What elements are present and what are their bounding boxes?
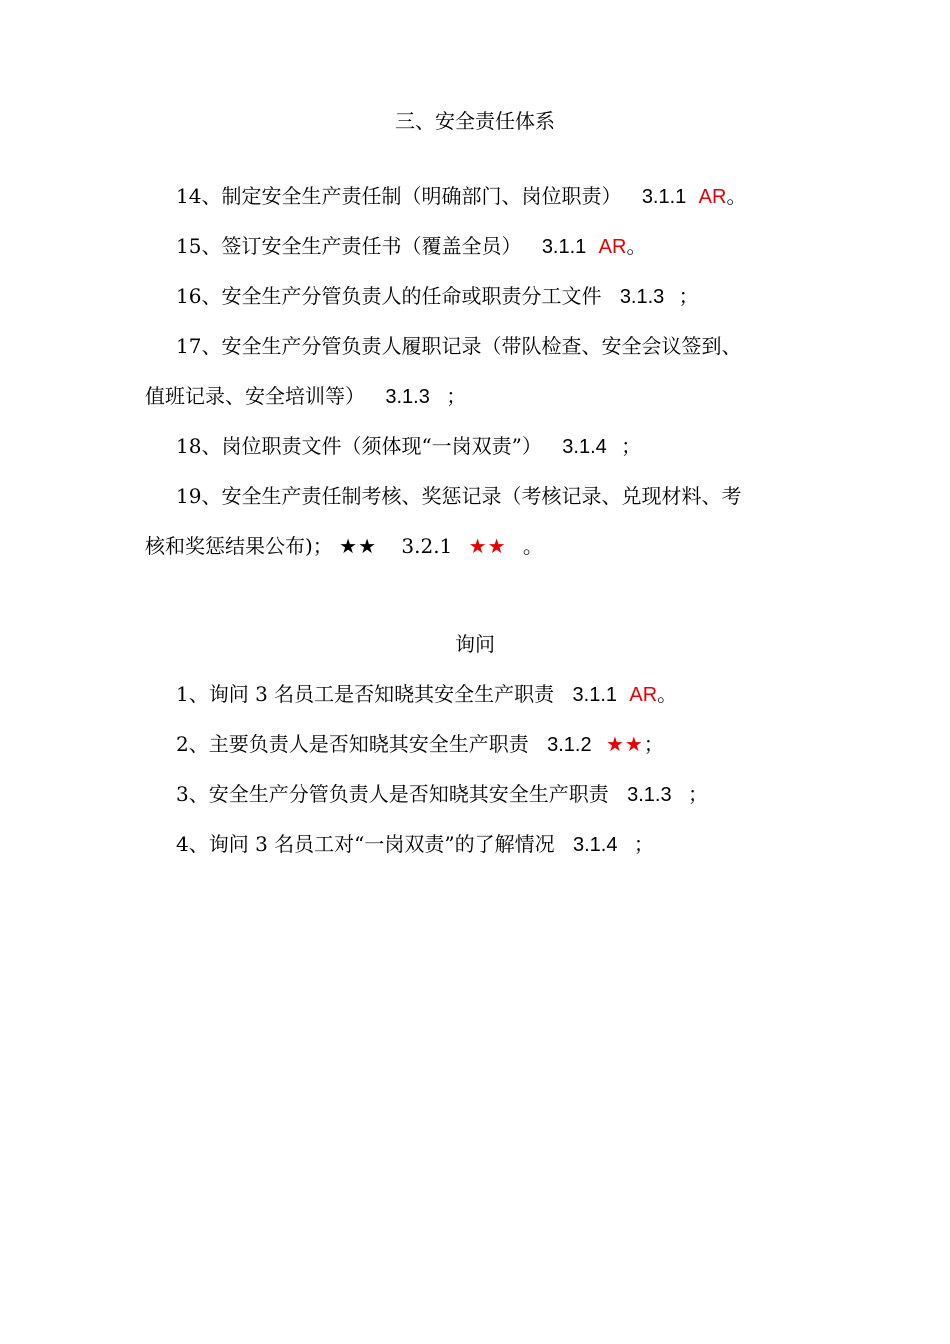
list-item-line1: 17、安全生产分管负责人履职记录（带队检查、安全会议签到、: [176, 334, 742, 358]
item-end: 。: [657, 682, 678, 706]
item-text: 18、岗位职责文件（须体现“一岗双责”）: [176, 434, 542, 458]
star-rating-red: ★★: [605, 732, 644, 756]
clause-ref: 3.1.3: [619, 286, 665, 308]
star-rating-red: ★★: [468, 534, 507, 558]
clause-ref: 3.2.1: [401, 534, 453, 558]
list-item: [176, 181, 746, 212]
item-end: 。: [626, 234, 647, 258]
item-end: ；: [621, 434, 642, 458]
clause-ref: 3.1.1: [541, 236, 587, 258]
list-item: [176, 281, 699, 312]
item-end: ；: [643, 732, 664, 756]
ar-mark: AR: [598, 236, 627, 258]
list-item-line2: [145, 381, 466, 412]
inquiry-title: 询问: [455, 632, 495, 656]
ar-mark: AR: [629, 684, 658, 706]
item-text: 14、制定安全生产责任制（明确部门、岗位职责）: [176, 184, 622, 208]
section-title: 三、安全责任体系: [395, 109, 555, 133]
item-text: 2、主要负责人是否知晓其安全生产职责: [176, 732, 529, 756]
item-text: 4、询问 3 名员工对“一岗双责”的了解情况: [176, 832, 555, 856]
item-text: 核和奖惩结果公布)；: [145, 534, 333, 558]
item-end: ；: [446, 384, 467, 408]
inquiry-item: [176, 729, 664, 760]
star-rating-black: ★★: [339, 534, 378, 558]
item-text: 值班记录、安全培训等）: [145, 384, 365, 408]
clause-ref: 3.1.1: [641, 186, 687, 208]
item-end: ；: [678, 284, 699, 308]
clause-ref: 3.1.3: [385, 386, 430, 408]
item-end: ；: [687, 782, 708, 806]
item-text: 3、安全生产分管负责人是否知晓其安全生产职责: [176, 782, 609, 806]
clause-ref: 3.1.4: [572, 834, 618, 856]
item-text: 1、询问 3 名员工是否知晓其安全生产职责: [176, 682, 555, 706]
list-item: [176, 231, 646, 262]
clause-ref: 3.1.2: [547, 734, 592, 756]
item-end: 。: [522, 534, 543, 558]
list-item: [176, 431, 641, 462]
inquiry-item: [176, 829, 654, 860]
clause-ref: 3.1.3: [627, 784, 672, 806]
inquiry-item: [176, 679, 677, 710]
clause-ref: 3.1.4: [562, 436, 607, 458]
ar-mark: AR: [698, 186, 727, 208]
list-item-line1: 19、安全生产责任制考核、奖惩记录（考核记录、兑现材料、考: [176, 484, 742, 508]
inquiry-item: [176, 779, 708, 810]
list-item-line2: [145, 531, 543, 561]
item-text: 16、安全生产分管负责人的任命或职责分工文件: [176, 284, 602, 308]
item-text: 15、签订安全生产责任书（覆盖全员）: [176, 234, 522, 258]
item-end: 。: [726, 184, 747, 208]
item-end: ；: [633, 832, 654, 856]
clause-ref: 3.1.1: [572, 684, 618, 706]
